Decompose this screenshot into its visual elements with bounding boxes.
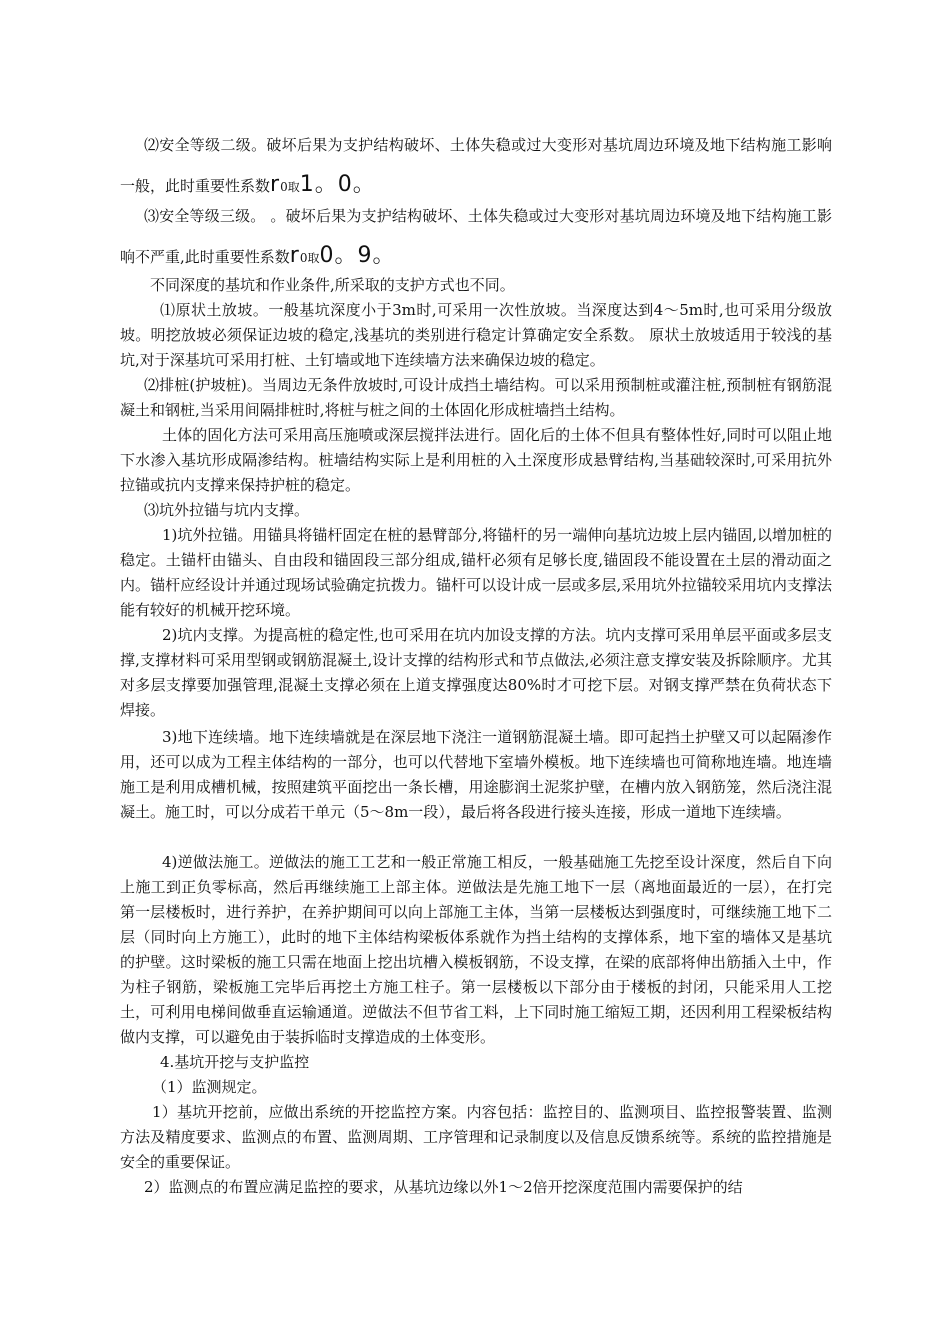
paragraph-soil-solidify: 土体的固化方法可采用高压施喷或深层搅拌法进行。固化后的土体不但具有整体性好,同时可以阻止地下水渗入基坑形成隔渗结构。桩墙结构实际上是利用桩的入土深度形成悬臂结构,当基础较深时,可采用抗外拉锚或抗内支撑来保持护桩的稳定。 <box>120 426 832 494</box>
paragraph-pile-row: ⑵排桩(护坡桩)。当周边无条件放坡时,可设计成挡土墙结构。可以采用预制桩或灌注桩,预制桩有钢筋混凝土和钢桩,当采用间隔排桩时,将桩与桩之间的土体固化形成桩墙挡土结构。 <box>120 376 832 419</box>
paragraph-safety-level-2 <box>120 125 832 207</box>
paragraph-text: ⑵安全等级二级。破坏后果为支护结构破坏、土体失稳或过大变形对基坑周边环境及地下结构施工影响一般，此时重要性系数 <box>120 136 832 195</box>
paragraph-text: ⑶安全等级三级。 。破坏后果为支护结构破坏、土体失稳或过大变形对基坑周边环境及地下结构施工影响不严重,此时重要性系数 <box>120 207 832 266</box>
paragraph-monitoring-rules: （1）监测规定。 <box>152 1078 267 1096</box>
paragraph-monitoring-plan: 1）基坑开挖前，应做出系统的开挖监控方案。内容包括：监控目的、监测项目、监控报警装置、监测方法及精度要求、监测点的布置、监测周期、工序管理和记录制度以及信息反馈系统等。系统的监控措施是安全的重要保证。 <box>120 1103 832 1171</box>
coefficient-value: 0。9。 <box>319 243 396 268</box>
paragraph-support-intro: 不同深度的基坑和作业条件,所采取的支护方式也不同。 <box>150 276 515 294</box>
coefficient-value: 1。0。 <box>299 172 376 197</box>
paragraph-monitoring-points: 2）监测点的布置应满足监控的要求，从基坑边缘以外1～2倍开挖深度范围内需要保护的结 <box>144 1178 743 1196</box>
coefficient-symbol: r <box>289 243 300 268</box>
section-heading-monitoring: 4.基坑开挖与支护监控 <box>160 1053 310 1071</box>
paragraph-anchor: 1)坑外拉锚。用锚具将锚杆固定在桩的悬臂部分,将锚杆的另一端伸向基坑边坡上层内锚固,以增加桩的稳定。土锚杆由锚头、自由段和锚固段三部分组成,锚杆必须有足够长度,锚固段不能设置在土层的滑动面之内。锚杆应经设计并通过现场试验确定抗拨力。锚杆可以设计成一层或多层,采用坑外拉锚较采用坑内支撑法能有较好的机械开挖环境。 <box>120 526 832 619</box>
coefficient-symbol: r <box>270 172 281 197</box>
coefficient-subscript: 0取 <box>299 251 320 265</box>
paragraph-anchor-heading: ⑶坑外拉锚与坑内支撑。 <box>144 501 310 519</box>
paragraph-top-down: 4)逆做法施工。逆做法的施工工艺和一般正常施工相反，一般基础施工先挖至设计深度，然后自下向上施工到正负零标高，然后再继续施工上部主体。逆做法是先施工地下一层（离地面最近的一层），在打完第一层楼板时，进行养护，在养护期间可以向上部施工主体，当第一层楼板达到强度时，可继续施工地下二层（同时向上方施工），此时的地下主体结构梁板体系就作为挡土结构的支撑体系，地下室的墙体又是基坑的护壁。这时梁板的施工只需在地面上挖出坑槽入模板钢筋，不设支撑，在梁的底部将伸出筋插入土中，作为柱子钢筋，梁板施工完毕后再挖土方施工柱子。第一层楼板以下部分由于楼板的封闭，只能采用人工挖土，可利用电梯间做垂直运输通道。逆做法不但节省工料，上下同时施工缩短工期，还因利用工程梁板结构做内支撑，可以避免由于装拆临时支撑造成的土体变形。 <box>120 853 832 1046</box>
paragraph-diaphragm-wall: 3)地下连续墙。地下连续墙就是在深层地下浇注一道钢筋混凝土墙。即可起挡土护壁又可以起隔渗作用，还可以成为工程主体结构的一部分，也可以代替地下室墙外模板。地下连续墙也可简称地连墙。地连墙施工是利用成槽机械，按照建筑平面挖出一条长槽，用途膨润土泥浆护壁，在槽内放入钢筋笼，然后浇注混凝土。施工时，可以分成若干单元（5～8m一段），最后将各段进行接头连接，形成一道地下连续墙。 <box>120 728 832 821</box>
paragraph-slope: ⑴原状土放坡。一般基坑深度小于3m时,可采用一次性放坡。当深度达到4～5m时,也可采用分级放坡。明挖放坡必须保证边坡的稳定,浅基坑的类别进行稳定计算确定安全系数。 原状土放坡适用于较浅的基坑,对于深基坑可采用打桩、土钉墙或地下连续墙方法来确保边坡的稳定。 <box>120 301 832 369</box>
paragraph-safety-level-3 <box>120 196 832 278</box>
coefficient-subscript: 0取 <box>280 180 300 194</box>
paragraph-inner-support: 2)坑内支撑。为提高桩的稳定性,也可采用在坑内加设支撑的方法。坑内支撑可采用单层平面或多层支撑,支撑材料可采用型钢或钢筋混凝土,设计支撑的结构形式和节点做法,必须注意支撑安装及拆除顺序。尤其对多层支撑要加强管理,混凝土支撑必须在上道支撑强度达80%时才可挖下层。对钢支撑严禁在负荷状态下焊接。 <box>120 626 832 719</box>
